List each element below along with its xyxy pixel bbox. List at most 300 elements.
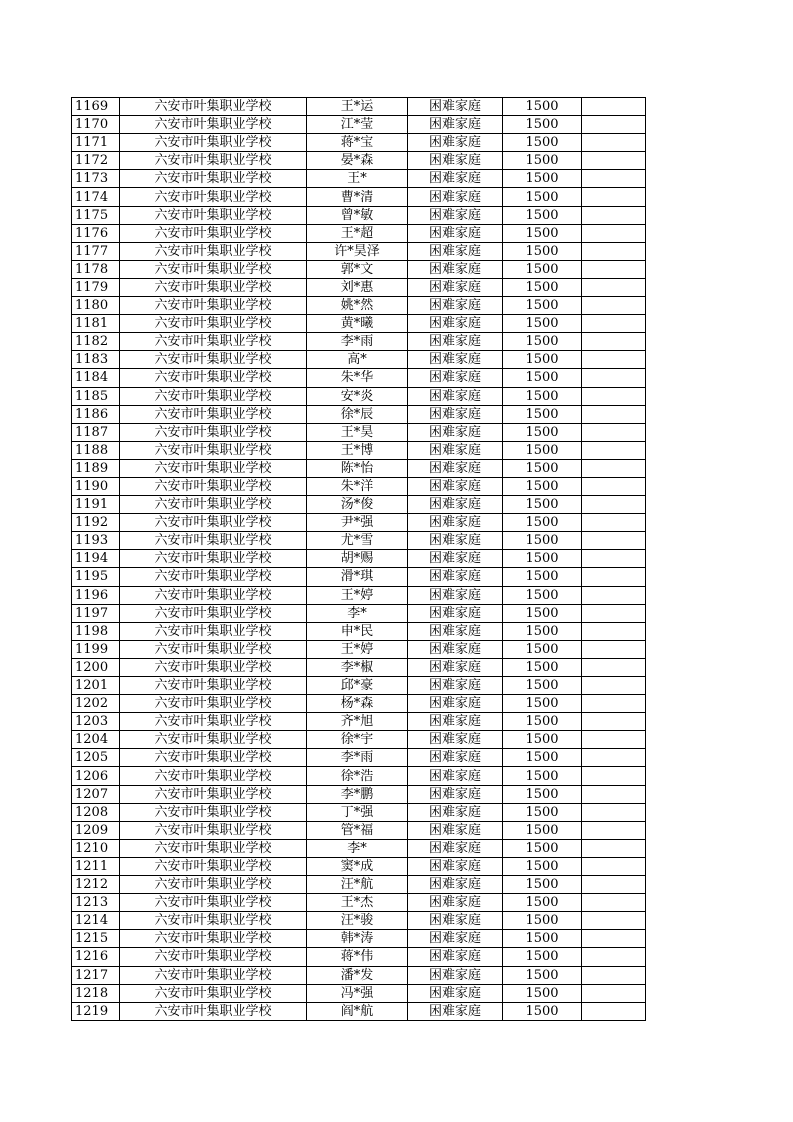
table-body — [72, 98, 646, 1021]
row-number-cell: 1195 — [72, 568, 120, 586]
aid-amount-cell: 1500 — [503, 658, 582, 676]
student-name-cell: 胡*赐 — [307, 550, 408, 568]
student-name-cell: 王*超 — [307, 224, 408, 242]
remark-cell — [582, 477, 646, 495]
aid-amount-cell: 1500 — [503, 242, 582, 260]
student-name-cell: 朱*华 — [307, 369, 408, 387]
subsidy-table — [71, 97, 646, 1021]
remark-cell — [582, 749, 646, 767]
table-row — [72, 369, 646, 387]
row-number-cell: 1193 — [72, 532, 120, 550]
row-number-cell: 1219 — [72, 1002, 120, 1020]
remark-cell — [582, 839, 646, 857]
school-name-cell: 六安市叶集职业学校 — [120, 930, 307, 948]
student-name-cell: 陈*怡 — [307, 459, 408, 477]
remark-cell — [582, 550, 646, 568]
row-number-cell: 1169 — [72, 98, 120, 116]
remark-cell — [582, 224, 646, 242]
remark-cell — [582, 514, 646, 532]
row-number-cell: 1185 — [72, 387, 120, 405]
aid-amount-cell: 1500 — [503, 966, 582, 984]
school-name-cell: 六安市叶集职业学校 — [120, 387, 307, 405]
table-row — [72, 876, 646, 894]
aid-category-cell: 困难家庭 — [408, 206, 503, 224]
school-name-cell: 六安市叶集职业学校 — [120, 749, 307, 767]
aid-amount-cell: 1500 — [503, 351, 582, 369]
row-number-cell: 1206 — [72, 767, 120, 785]
aid-amount-cell: 1500 — [503, 948, 582, 966]
remark-cell — [582, 767, 646, 785]
aid-category-cell: 困难家庭 — [408, 857, 503, 875]
aid-category-cell: 困难家庭 — [408, 966, 503, 984]
aid-amount-cell: 1500 — [503, 224, 582, 242]
school-name-cell: 六安市叶集职业学校 — [120, 912, 307, 930]
table-row — [72, 242, 646, 260]
student-name-cell: 尹*强 — [307, 514, 408, 532]
remark-cell — [582, 894, 646, 912]
row-number-cell: 1208 — [72, 803, 120, 821]
aid-category-cell: 困难家庭 — [408, 677, 503, 695]
school-name-cell: 六安市叶集职业学校 — [120, 98, 307, 116]
school-name-cell: 六安市叶集职业学校 — [120, 731, 307, 749]
student-name-cell: 曹*清 — [307, 188, 408, 206]
aid-amount-cell: 1500 — [503, 568, 582, 586]
student-name-cell: 安*炎 — [307, 387, 408, 405]
student-name-cell: 申*民 — [307, 622, 408, 640]
aid-amount-cell: 1500 — [503, 749, 582, 767]
row-number-cell: 1174 — [72, 188, 120, 206]
school-name-cell: 六安市叶集职业学校 — [120, 297, 307, 315]
aid-amount-cell: 1500 — [503, 206, 582, 224]
aid-category-cell: 困难家庭 — [408, 731, 503, 749]
student-name-cell: 刘*惠 — [307, 278, 408, 296]
aid-category-cell: 困难家庭 — [408, 713, 503, 731]
table-row — [72, 459, 646, 477]
aid-amount-cell: 1500 — [503, 441, 582, 459]
remark-cell — [582, 785, 646, 803]
student-name-cell: 王*婷 — [307, 640, 408, 658]
remark-cell — [582, 369, 646, 387]
aid-amount-cell: 1500 — [503, 622, 582, 640]
school-name-cell: 六安市叶集职业学校 — [120, 894, 307, 912]
remark-cell — [582, 387, 646, 405]
aid-amount-cell: 1500 — [503, 713, 582, 731]
student-name-cell: 李* — [307, 839, 408, 857]
aid-amount-cell: 1500 — [503, 857, 582, 875]
remark-cell — [582, 966, 646, 984]
student-name-cell: 汤*俊 — [307, 496, 408, 514]
row-number-cell: 1210 — [72, 839, 120, 857]
school-name-cell: 六安市叶集职业学校 — [120, 604, 307, 622]
remark-cell — [582, 948, 646, 966]
student-name-cell: 许*昊泽 — [307, 242, 408, 260]
school-name-cell: 六安市叶集职业学校 — [120, 984, 307, 1002]
table-row — [72, 785, 646, 803]
remark-cell — [582, 134, 646, 152]
row-number-cell: 1217 — [72, 966, 120, 984]
aid-category-cell: 困难家庭 — [408, 930, 503, 948]
student-name-cell: 潘*发 — [307, 966, 408, 984]
aid-category-cell: 困难家庭 — [408, 821, 503, 839]
row-number-cell: 1215 — [72, 930, 120, 948]
aid-category-cell: 困难家庭 — [408, 333, 503, 351]
aid-amount-cell: 1500 — [503, 134, 582, 152]
table-row — [72, 98, 646, 116]
table-row — [72, 930, 646, 948]
student-name-cell: 邱*豪 — [307, 677, 408, 695]
row-number-cell: 1186 — [72, 405, 120, 423]
remark-cell — [582, 713, 646, 731]
remark-cell — [582, 351, 646, 369]
remark-cell — [582, 260, 646, 278]
school-name-cell: 六安市叶集职业学校 — [120, 333, 307, 351]
school-name-cell: 六安市叶集职业学校 — [120, 423, 307, 441]
school-name-cell: 六安市叶集职业学校 — [120, 514, 307, 532]
school-name-cell: 六安市叶集职业学校 — [120, 260, 307, 278]
aid-amount-cell: 1500 — [503, 369, 582, 387]
school-name-cell: 六安市叶集职业学校 — [120, 278, 307, 296]
aid-amount-cell: 1500 — [503, 894, 582, 912]
aid-amount-cell: 1500 — [503, 297, 582, 315]
aid-amount-cell: 1500 — [503, 876, 582, 894]
aid-amount-cell: 1500 — [503, 785, 582, 803]
student-name-cell: 郭*文 — [307, 260, 408, 278]
remark-cell — [582, 405, 646, 423]
student-name-cell: 阎*航 — [307, 1002, 408, 1020]
remark-cell — [582, 423, 646, 441]
aid-category-cell: 困难家庭 — [408, 749, 503, 767]
row-number-cell: 1178 — [72, 260, 120, 278]
remark-cell — [582, 1002, 646, 1020]
school-name-cell: 六安市叶集职业学校 — [120, 658, 307, 676]
table-row — [72, 622, 646, 640]
school-name-cell: 六安市叶集职业学校 — [120, 459, 307, 477]
table-row — [72, 857, 646, 875]
student-name-cell: 李* — [307, 604, 408, 622]
aid-amount-cell: 1500 — [503, 152, 582, 170]
remark-cell — [582, 658, 646, 676]
school-name-cell: 六安市叶集职业学校 — [120, 152, 307, 170]
aid-category-cell: 困难家庭 — [408, 785, 503, 803]
aid-category-cell: 困难家庭 — [408, 134, 503, 152]
row-number-cell: 1188 — [72, 441, 120, 459]
remark-cell — [582, 152, 646, 170]
remark-cell — [582, 98, 646, 116]
student-name-cell: 李*椒 — [307, 658, 408, 676]
aid-amount-cell: 1500 — [503, 731, 582, 749]
remark-cell — [582, 930, 646, 948]
aid-category-cell: 困难家庭 — [408, 351, 503, 369]
school-name-cell: 六安市叶集职业学校 — [120, 803, 307, 821]
row-number-cell: 1190 — [72, 477, 120, 495]
school-name-cell: 六安市叶集职业学校 — [120, 188, 307, 206]
table-row — [72, 713, 646, 731]
aid-category-cell: 困难家庭 — [408, 586, 503, 604]
aid-category-cell: 困难家庭 — [408, 496, 503, 514]
table-row — [72, 966, 646, 984]
row-number-cell: 1187 — [72, 423, 120, 441]
student-name-cell: 徐*宇 — [307, 731, 408, 749]
aid-category-cell: 困难家庭 — [408, 894, 503, 912]
remark-cell — [582, 568, 646, 586]
school-name-cell: 六安市叶集职业学校 — [120, 441, 307, 459]
school-name-cell: 六安市叶集职业学校 — [120, 405, 307, 423]
school-name-cell: 六安市叶集职业学校 — [120, 857, 307, 875]
school-name-cell: 六安市叶集职业学校 — [120, 206, 307, 224]
table-row — [72, 731, 646, 749]
table-row — [72, 387, 646, 405]
table-row — [72, 278, 646, 296]
school-name-cell: 六安市叶集职业学校 — [120, 134, 307, 152]
table-row — [72, 441, 646, 459]
row-number-cell: 1176 — [72, 224, 120, 242]
aid-amount-cell: 1500 — [503, 98, 582, 116]
table-row — [72, 206, 646, 224]
aid-category-cell: 困难家庭 — [408, 369, 503, 387]
aid-category-cell: 困难家庭 — [408, 459, 503, 477]
student-name-cell: 汪*航 — [307, 876, 408, 894]
student-name-cell: 尤*雪 — [307, 532, 408, 550]
school-name-cell: 六安市叶集职业学校 — [120, 315, 307, 333]
row-number-cell: 1218 — [72, 984, 120, 1002]
table-row — [72, 405, 646, 423]
student-name-cell: 晏*森 — [307, 152, 408, 170]
student-name-cell: 杨*森 — [307, 695, 408, 713]
row-number-cell: 1182 — [72, 333, 120, 351]
table-row — [72, 315, 646, 333]
aid-category-cell: 困难家庭 — [408, 170, 503, 188]
remark-cell — [582, 912, 646, 930]
aid-category-cell: 困难家庭 — [408, 839, 503, 857]
table-row — [72, 803, 646, 821]
school-name-cell: 六安市叶集职业学校 — [120, 170, 307, 188]
table-row — [72, 568, 646, 586]
aid-amount-cell: 1500 — [503, 803, 582, 821]
school-name-cell: 六安市叶集职业学校 — [120, 586, 307, 604]
school-name-cell: 六安市叶集职业学校 — [120, 351, 307, 369]
table-row — [72, 188, 646, 206]
aid-amount-cell: 1500 — [503, 423, 582, 441]
aid-category-cell: 困难家庭 — [408, 98, 503, 116]
row-number-cell: 1214 — [72, 912, 120, 930]
aid-amount-cell: 1500 — [503, 278, 582, 296]
remark-cell — [582, 857, 646, 875]
remark-cell — [582, 242, 646, 260]
row-number-cell: 1211 — [72, 857, 120, 875]
student-name-cell: 王*杰 — [307, 894, 408, 912]
aid-amount-cell: 1500 — [503, 405, 582, 423]
table-row — [72, 586, 646, 604]
table-row — [72, 912, 646, 930]
remark-cell — [582, 731, 646, 749]
aid-amount-cell: 1500 — [503, 170, 582, 188]
table-row — [72, 260, 646, 278]
remark-cell — [582, 188, 646, 206]
aid-category-cell: 困难家庭 — [408, 912, 503, 930]
school-name-cell: 六安市叶集职业学校 — [120, 640, 307, 658]
table-row — [72, 948, 646, 966]
row-number-cell: 1194 — [72, 550, 120, 568]
school-name-cell: 六安市叶集职业学校 — [120, 568, 307, 586]
school-name-cell: 六安市叶集职业学校 — [120, 550, 307, 568]
school-name-cell: 六安市叶集职业学校 — [120, 622, 307, 640]
aid-category-cell: 困难家庭 — [408, 876, 503, 894]
school-name-cell: 六安市叶集职业学校 — [120, 477, 307, 495]
aid-category-cell: 困难家庭 — [408, 767, 503, 785]
row-number-cell: 1203 — [72, 713, 120, 731]
remark-cell — [582, 984, 646, 1002]
student-name-cell: 王*昊 — [307, 423, 408, 441]
remark-cell — [582, 622, 646, 640]
row-number-cell: 1197 — [72, 604, 120, 622]
remark-cell — [582, 441, 646, 459]
row-number-cell: 1205 — [72, 749, 120, 767]
row-number-cell: 1181 — [72, 315, 120, 333]
table-row — [72, 1002, 646, 1020]
aid-amount-cell: 1500 — [503, 930, 582, 948]
row-number-cell: 1191 — [72, 496, 120, 514]
row-number-cell: 1213 — [72, 894, 120, 912]
row-number-cell: 1173 — [72, 170, 120, 188]
aid-category-cell: 困难家庭 — [408, 803, 503, 821]
aid-amount-cell: 1500 — [503, 459, 582, 477]
table-row — [72, 839, 646, 857]
aid-amount-cell: 1500 — [503, 839, 582, 857]
table-row — [72, 984, 646, 1002]
remark-cell — [582, 640, 646, 658]
student-name-cell: 王* — [307, 170, 408, 188]
aid-category-cell: 困难家庭 — [408, 441, 503, 459]
table-row — [72, 532, 646, 550]
row-number-cell: 1216 — [72, 948, 120, 966]
remark-cell — [582, 586, 646, 604]
school-name-cell: 六安市叶集职业学校 — [120, 224, 307, 242]
aid-amount-cell: 1500 — [503, 912, 582, 930]
school-name-cell: 六安市叶集职业学校 — [120, 242, 307, 260]
table-row — [72, 749, 646, 767]
remark-cell — [582, 695, 646, 713]
remark-cell — [582, 876, 646, 894]
school-name-cell: 六安市叶集职业学校 — [120, 948, 307, 966]
table-row — [72, 116, 646, 134]
school-name-cell: 六安市叶集职业学校 — [120, 966, 307, 984]
row-number-cell: 1179 — [72, 278, 120, 296]
row-number-cell: 1198 — [72, 622, 120, 640]
remark-cell — [582, 677, 646, 695]
table-row — [72, 496, 646, 514]
aid-category-cell: 困难家庭 — [408, 387, 503, 405]
row-number-cell: 1180 — [72, 297, 120, 315]
school-name-cell: 六安市叶集职业学校 — [120, 532, 307, 550]
student-name-cell: 黄*曦 — [307, 315, 408, 333]
row-number-cell: 1199 — [72, 640, 120, 658]
student-name-cell: 曾*敏 — [307, 206, 408, 224]
remark-cell — [582, 170, 646, 188]
aid-amount-cell: 1500 — [503, 550, 582, 568]
table-row — [72, 767, 646, 785]
remark-cell — [582, 459, 646, 477]
school-name-cell: 六安市叶集职业学校 — [120, 785, 307, 803]
table-row — [72, 514, 646, 532]
remark-cell — [582, 821, 646, 839]
table-row — [72, 152, 646, 170]
aid-amount-cell: 1500 — [503, 387, 582, 405]
aid-category-cell: 困难家庭 — [408, 278, 503, 296]
row-number-cell: 1207 — [72, 785, 120, 803]
table-row — [72, 297, 646, 315]
row-number-cell: 1212 — [72, 876, 120, 894]
aid-category-cell: 困难家庭 — [408, 948, 503, 966]
row-number-cell: 1204 — [72, 731, 120, 749]
aid-amount-cell: 1500 — [503, 260, 582, 278]
student-name-cell: 蒋*伟 — [307, 948, 408, 966]
student-name-cell: 管*福 — [307, 821, 408, 839]
student-name-cell: 朱*洋 — [307, 477, 408, 495]
aid-amount-cell: 1500 — [503, 496, 582, 514]
remark-cell — [582, 333, 646, 351]
table-row — [72, 894, 646, 912]
aid-amount-cell: 1500 — [503, 532, 582, 550]
aid-amount-cell: 1500 — [503, 315, 582, 333]
aid-amount-cell: 1500 — [503, 116, 582, 134]
row-number-cell: 1189 — [72, 459, 120, 477]
school-name-cell: 六安市叶集职业学校 — [120, 116, 307, 134]
aid-category-cell: 困难家庭 — [408, 622, 503, 640]
school-name-cell: 六安市叶集职业学校 — [120, 1002, 307, 1020]
aid-amount-cell: 1500 — [503, 695, 582, 713]
row-number-cell: 1177 — [72, 242, 120, 260]
aid-category-cell: 困难家庭 — [408, 477, 503, 495]
row-number-cell: 1196 — [72, 586, 120, 604]
row-number-cell: 1202 — [72, 695, 120, 713]
row-number-cell: 1192 — [72, 514, 120, 532]
aid-amount-cell: 1500 — [503, 477, 582, 495]
aid-category-cell: 困难家庭 — [408, 658, 503, 676]
aid-category-cell: 困难家庭 — [408, 152, 503, 170]
student-name-cell: 李*雨 — [307, 749, 408, 767]
school-name-cell: 六安市叶集职业学校 — [120, 821, 307, 839]
row-number-cell: 1209 — [72, 821, 120, 839]
row-number-cell: 1172 — [72, 152, 120, 170]
remark-cell — [582, 116, 646, 134]
aid-category-cell: 困难家庭 — [408, 242, 503, 260]
aid-category-cell: 困难家庭 — [408, 260, 503, 278]
student-name-cell: 蒋*宝 — [307, 134, 408, 152]
school-name-cell: 六安市叶集职业学校 — [120, 677, 307, 695]
student-name-cell: 冯*强 — [307, 984, 408, 1002]
remark-cell — [582, 532, 646, 550]
table-row — [72, 134, 646, 152]
aid-amount-cell: 1500 — [503, 1002, 582, 1020]
table-row — [72, 677, 646, 695]
row-number-cell: 1170 — [72, 116, 120, 134]
row-number-cell: 1183 — [72, 351, 120, 369]
aid-amount-cell: 1500 — [503, 333, 582, 351]
student-name-cell: 丁*强 — [307, 803, 408, 821]
remark-cell — [582, 496, 646, 514]
student-name-cell: 姚*然 — [307, 297, 408, 315]
table-row — [72, 170, 646, 188]
row-number-cell: 1200 — [72, 658, 120, 676]
aid-category-cell: 困难家庭 — [408, 984, 503, 1002]
student-name-cell: 徐*辰 — [307, 405, 408, 423]
student-name-cell: 江*莹 — [307, 116, 408, 134]
aid-amount-cell: 1500 — [503, 514, 582, 532]
student-name-cell: 汪*骏 — [307, 912, 408, 930]
row-number-cell: 1201 — [72, 677, 120, 695]
aid-category-cell: 困难家庭 — [408, 532, 503, 550]
student-name-cell: 齐*旭 — [307, 713, 408, 731]
